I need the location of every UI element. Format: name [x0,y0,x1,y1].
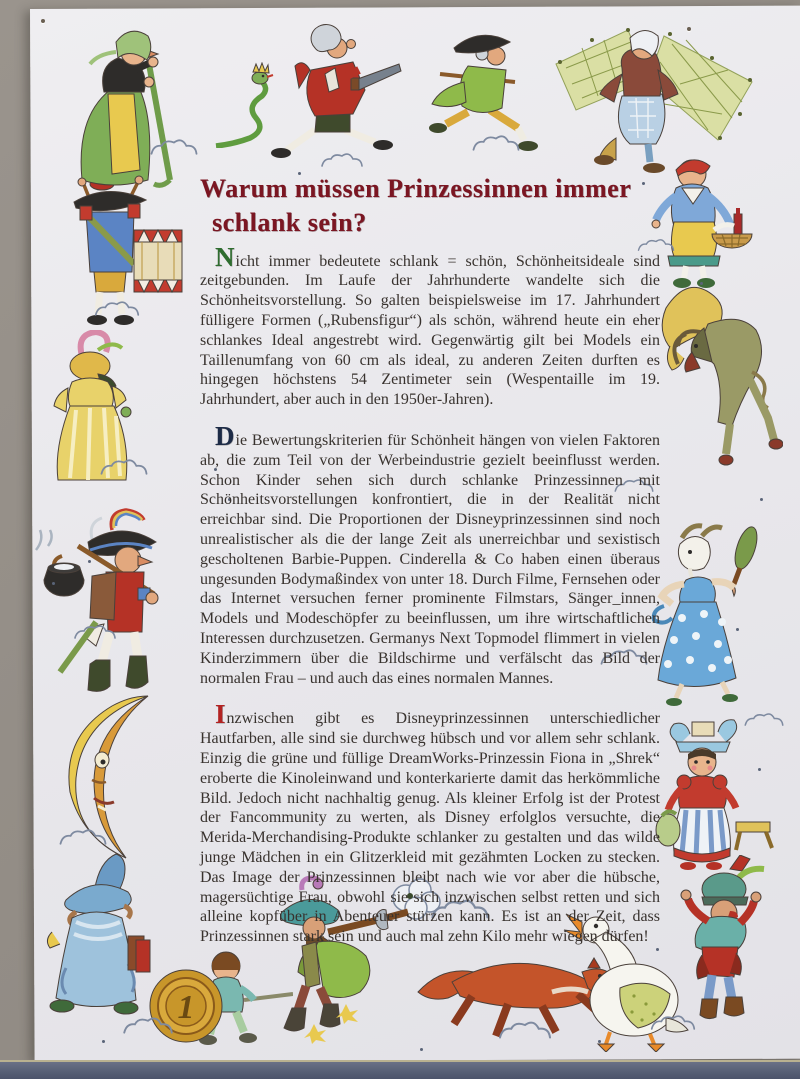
running-man-red-coat-illustration [255,18,407,166]
cloud-doodle [318,152,366,168]
ink-dot [88,560,91,563]
paragraph-1 [200,241,660,410]
cloud-doodle [56,828,110,846]
coin-number: 1 [177,989,195,1026]
dancing-jester-illustration [672,855,790,1027]
ink-dot [700,282,703,285]
goat-with-sack-illustration [648,268,783,473]
cloud-doodle [496,1020,554,1040]
cloud-doodle [92,300,142,317]
cloud-doodle [72,624,118,640]
ink-dot [760,498,763,501]
article [200,172,660,968]
wizard-illustration [32,848,167,1040]
cloud-doodle [148,138,200,156]
ink-dot [52,582,55,585]
paragraph-2 [200,420,660,688]
cloud-doodle [742,712,786,727]
paragraph-2-text: ie Bewertungskriterien für Schönheit hängen von vielen Faktoren ab, die zum Teil von der Werbeindustrie gezielt beeinflusst werden. Schon Kinder sehen sich durch schlanke Prinzessinnen mit Schönheitsvorstellungen konfrontiert, die in der Realität nicht erreichbar sind. Die Proportionen der Disneyprinzessinnen sind noch unrealistischer als die der lange Zeit als unerreichbar und sexistisch gescholtenen Barbie-Puppen. Cinderella & Co haben einen überaus ungesunden Bodymaßindex von unter 18. Durch Filme, Fernsehen oder das Internet versuchen ferner prominente Filmstars, Sänger_innen, Models und Modeschöpfer zu beeinflussen, um ihre wirtschaftlichen Interessen durchzusetzen. Germanys Next Topmodel flimmert in vielen Kinderzimmern über die Bildschirme und verfälscht das Bild der normalen Frau – und auch das eines normalen Mannes. [200,431,660,687]
ink-dot [736,628,739,631]
dropcap-d: D [215,420,236,451]
ink-dot [758,768,761,771]
ink-dot [598,1040,601,1043]
cloud-doodle [468,134,524,152]
pin-hole-right [687,27,691,31]
table-edge [0,1060,800,1079]
witch-with-staff-illustration [52,22,217,194]
cloud-doodle [98,458,150,476]
dropcap-i: I [215,699,227,730]
dropcap-n: N [215,241,236,272]
page-title [200,172,660,240]
title-line-1: Warum müssen Prinzessinnen immer [200,174,632,203]
title-line-2: schlank sein? [212,207,367,237]
cloud-doodle [120,1016,176,1035]
paragraph-3-text: nzwischen gibt es Disneyprinzessinnen unterschiedlicher Hautfarben, alle sind sie durchweg hübsch und vor allem sehr schlank. Einzig die grüne und füllige DreamWorks-Prinzessin Fiona in „Shrek“ eroberte die Kinoleinwand und konterkarierte damit das herkömmliche Bild. Jedoch nicht nachhaltig genug. Als kleiner Erfolg ist der Protest der Fancommunity zu werten, als Disney erfolglos versuchte, die Merida-Merchandising-Produkte schlanker zu gestalten und das wilde junge Mädchen in ein Glitzerkleid mit gezähmten Locken zu stecken. Das Image der Prinzessinnen bleibt nach wie vor aber die hübsche, magersüchtige Frau, obwohl sie sich inzwischen selbst retten und sich alleine kopfüber in Abenteuer stürzen kann. Es ist an der Zeit, dass Prinzessinnen stark sein und auch mal zehn Kilo mehr wiegen dürfen! [200,710,660,946]
doll-girl-with-stool-illustration [652,718,780,876]
ink-dot [420,1048,423,1051]
paragraph-1-text: icht immer bedeutete schlank = schön, Schönheitsideale sind zeitgebunden. Im Laufe der Jahrhunderte wandelte sich die Schönheitsvorstellung. So galten beispielsweise im 17. Jahrhundert fülligere Formen („Rubensfigur“) als schön, während heute ein eher schlankes Ideal angestrebt wird. Gegenwärtig gilt bei Models ein Taillenumfang von 60 cm als ideal, zu anderen Zeiten durften es hingegen höchstens 54 Zentimeter sein (Wespentaille im 19. Jahrhundert, aber auch in den 1950er-Jahren). [200,252,660,409]
cloud-doodle [648,1014,698,1031]
pin-hole-left [41,19,45,23]
paragraph-3 [200,699,660,947]
ink-dot [102,1040,105,1043]
soldier-with-kettle-illustration [26,502,191,707]
